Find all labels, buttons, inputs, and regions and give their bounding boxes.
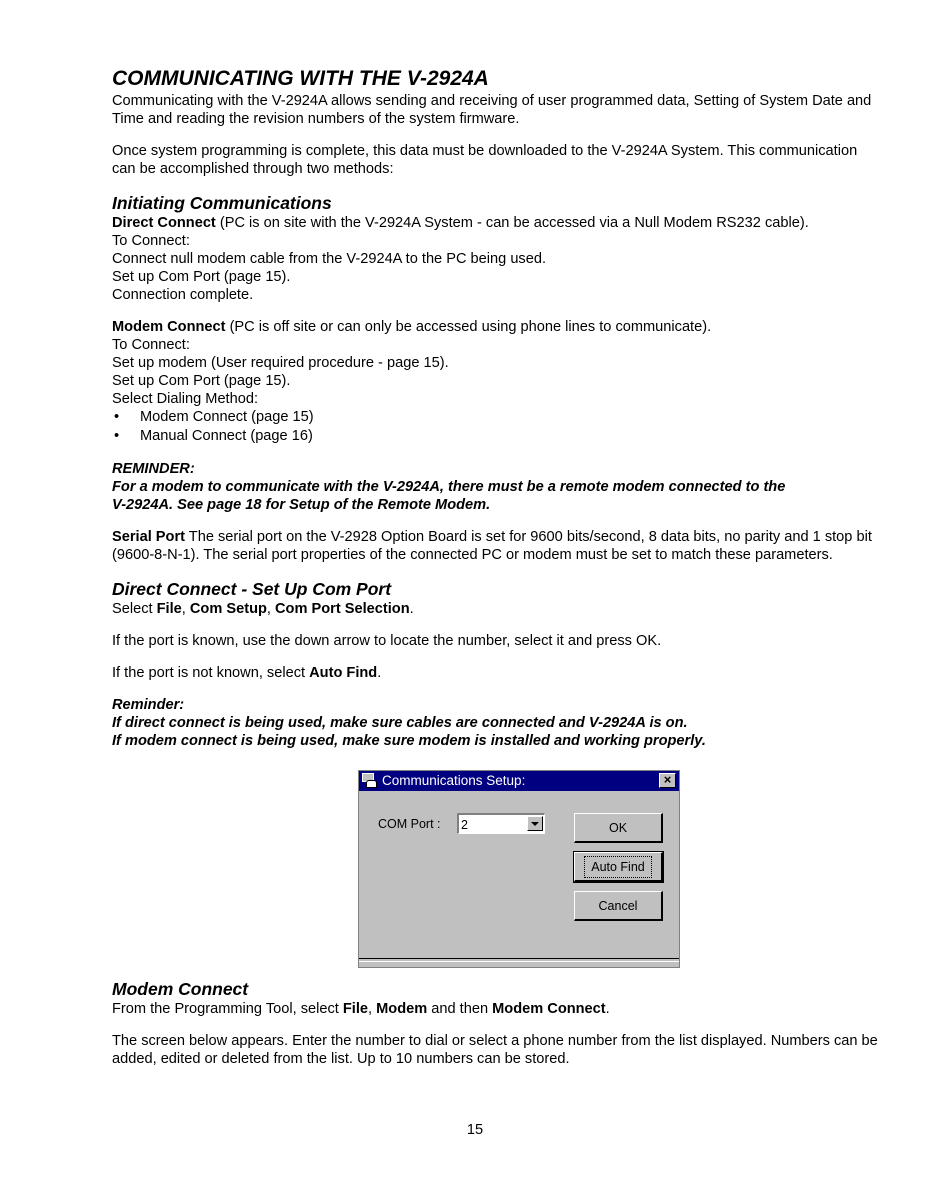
- direct-step: To Connect:: [112, 233, 190, 249]
- menu-file: File: [156, 601, 182, 617]
- reminder-text: For a modem to communicate with the V-2924A, there must be a remote modem connected to the: [112, 479, 786, 495]
- menu-com-port-selection: Com Port Selection: [275, 601, 410, 617]
- direct-connect-label: Direct Connect: [112, 215, 216, 231]
- com-port-value: 2: [461, 818, 468, 832]
- modem-step: Select Dialing Method:: [112, 391, 259, 407]
- modem-connect-heading: Modem Connect: [112, 979, 249, 999]
- com-port-heading: Direct Connect - Set Up Com Port: [112, 579, 392, 599]
- serial-port-desc: The serial port on the V-2928 Option Board is set for 9600 bits/second, 8 data bits, no parity and 1 stop bit (9600-8-N-1). The serial port properties of the connected PC or modem must be set to match these parameters.: [112, 529, 872, 563]
- dialog-title: Communications Setup:: [382, 773, 526, 788]
- port-known-text: If the port is known, use the down arrow to locate the number, select it and press OK.: [112, 633, 662, 649]
- reminder-title: Reminder:: [112, 697, 185, 713]
- modem-step: To Connect:: [112, 337, 190, 353]
- communications-setup-dialog: [358, 770, 680, 968]
- reminder-text: V-2924A. See page 18 for Setup of the Remote Modem.: [112, 497, 491, 513]
- reminder-text: If modem connect is being used, make sure modem is installed and working properly.: [112, 733, 706, 749]
- page-title: COMMUNICATING WITH THE V-2924A: [112, 67, 489, 90]
- menu-modem: Modem: [376, 1001, 428, 1017]
- chevron-down-icon[interactable]: [527, 816, 543, 831]
- direct-step: Connect null modem cable from the V-2924A to the PC being used.: [112, 251, 547, 267]
- com-port-label: COM Port :: [378, 817, 441, 831]
- list-item: • Manual Connect (page 16): [112, 427, 882, 446]
- phone-app-icon: [362, 773, 378, 789]
- dialog-divider: [359, 958, 679, 962]
- dialing-method-list: [112, 408, 882, 446]
- auto-find-ref: Auto Find: [309, 665, 378, 681]
- ok-button[interactable]: OK: [574, 813, 663, 843]
- dialog-figure: [112, 750, 882, 978]
- list-item: • Modem Connect (page 15): [112, 408, 882, 427]
- direct-connect-line: [112, 214, 882, 232]
- dialog-title-bar[interactable]: [359, 771, 679, 791]
- com-port-select[interactable]: [457, 813, 545, 834]
- intro-paragraph-1: Communicating with the V-2924A allows sending and receiving of user programmed data, Setting of System Date and Time and reading the revision numbers of the system firmware.: [112, 93, 872, 127]
- menu-modem-connect: Modem Connect: [492, 1001, 606, 1017]
- cancel-button[interactable]: Cancel: [574, 891, 663, 921]
- port-unknown-text: If the port is not known, select Auto Find.: [112, 665, 382, 681]
- menu-com-setup: Com Setup: [189, 601, 267, 617]
- modem-connect-desc: (PC is off site or can only be accessed using phone lines to communicate).: [225, 319, 712, 335]
- modem-connect-instructions: From the Programming Tool, select File, Modem and then Modem Connect.: [112, 1001, 610, 1017]
- auto-find-button[interactable]: Auto Find: [574, 852, 663, 882]
- modem-screen-description: The screen below appears. Enter the number to dial or select a phone number from the list displayed. Numbers can be added, edited or deleted from the list. Up to 10 numbers can be stored.: [112, 1033, 878, 1067]
- close-button[interactable]: ×: [659, 773, 676, 788]
- intro-paragraph-2: Once system programming is complete, this data must be downloaded to the V-2924A System. This communication can be accomplished through two methods:: [112, 143, 858, 177]
- modem-step: Set up Com Port (page 15).: [112, 373, 291, 389]
- direct-step: Connection complete.: [112, 287, 254, 303]
- serial-port-paragraph: [112, 528, 882, 564]
- reminder-text: If direct connect is being used, make sure cables are connected and V-2924A is on.: [112, 715, 688, 731]
- modem-connect-label: Modem Connect: [112, 319, 226, 335]
- direct-connect-desc: (PC is on site with the V-2924A System - can be accessed via a Null Modem RS232 cable).: [215, 215, 809, 231]
- modem-step: Set up modem (User required procedure - page 15).: [112, 355, 449, 371]
- initiating-heading: Initiating Communications: [112, 193, 332, 213]
- reminder-title: REMINDER:: [112, 461, 195, 477]
- modem-connect-line: [112, 318, 882, 336]
- serial-port-label: Serial Port: [112, 529, 185, 545]
- com-port-instructions: Select File, Com Setup, Com Port Selection.: [112, 601, 414, 617]
- page-number: 15: [466, 1122, 484, 1138]
- document-page: [112, 66, 882, 1068]
- direct-step: Set up Com Port (page 15).: [112, 269, 291, 285]
- menu-file: File: [342, 1001, 369, 1017]
